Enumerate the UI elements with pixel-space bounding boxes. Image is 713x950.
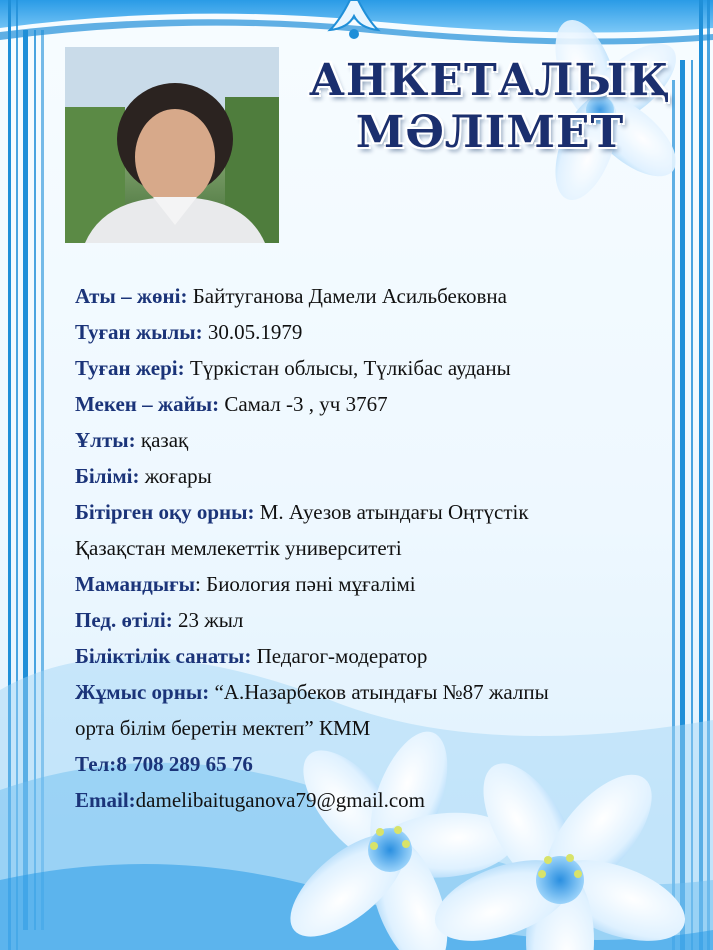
info-row-birth-year: Туған жылы: 30.05.1979 <box>75 320 303 344</box>
info-row-education: Білімі: жоғары <box>75 464 212 488</box>
title-line-2: МӘЛІМЕТ <box>355 107 625 158</box>
info-row-address: Мекен – жайы: Самал -3 , уч 3767 <box>75 392 388 416</box>
info-row-specialty: Мамандығы: Биология пәні мұғалімі <box>75 572 416 596</box>
email-link[interactable]: damelibaituganova79@gmail.com <box>135 788 426 812</box>
info-row-birth-place: Туған жері: Түркістан облысы, Түлкібас ауданы <box>75 356 511 380</box>
info-row-email: Email:damelibaituganova79@gmail.com <box>75 788 426 812</box>
info-row-category: Біліктілік санаты: Педагог-модератор <box>75 644 428 668</box>
info-row-graduated: Бітірген оқу орны: М. Ауезов атындағы Оңтүстік Қазақстан мемлекеттік университеті <box>75 500 529 560</box>
info-row-experience: Пед. өтілі: 23 жыл <box>75 608 244 632</box>
info-row-phone: Тел:8 708 289 65 76 <box>75 752 253 776</box>
person-icon <box>65 47 279 243</box>
title-line-1: АНКЕТАЛЫҚ <box>309 55 671 106</box>
profile-info <box>75 278 695 818</box>
info-row-workplace: Жұмыс орны: “А.Назарбеков атындағы №87 жалпы орта білім беретін мектеп” КММ <box>75 680 549 740</box>
page-title <box>300 55 680 159</box>
portrait-photo <box>65 47 279 243</box>
info-row-nationality: Ұлты: қазақ <box>75 428 189 452</box>
info-row-name: Аты – жөні: Байтуганова Дамели Асильбековна <box>75 284 507 308</box>
